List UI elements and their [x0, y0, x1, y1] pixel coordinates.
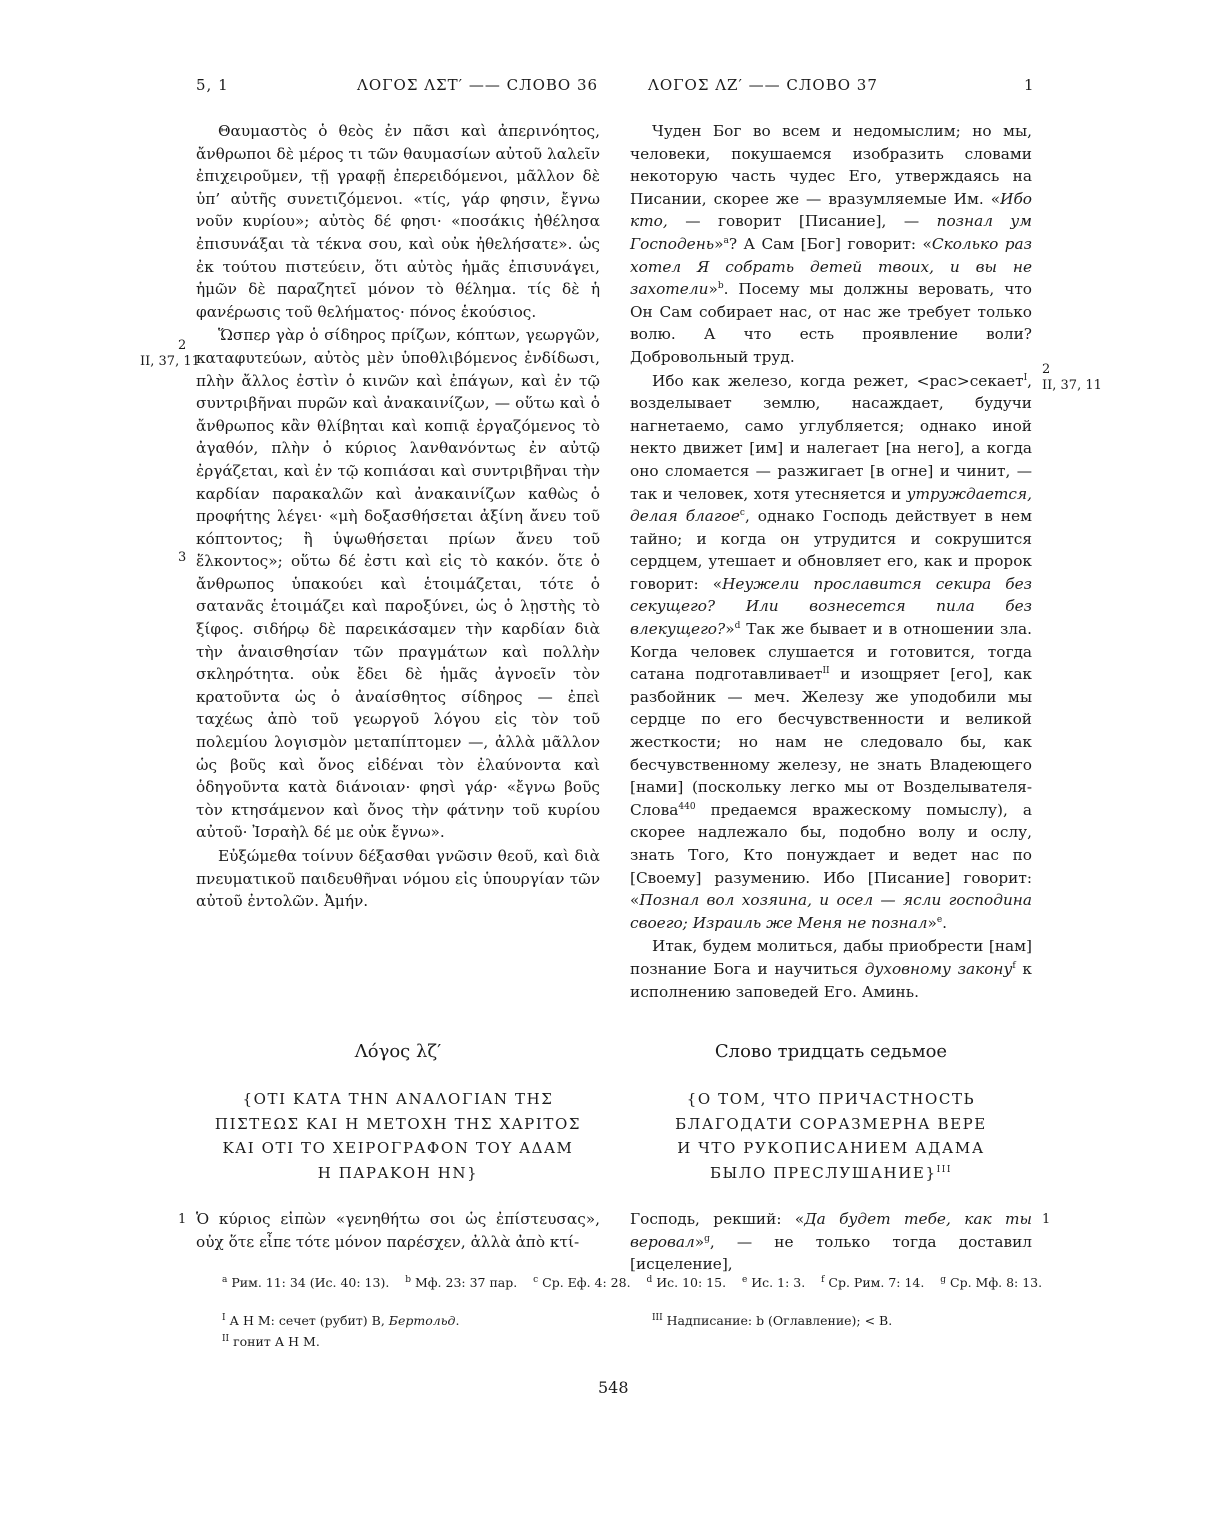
- greek-column: [196, 120, 600, 913]
- russian-chapter-subtitle: [630, 1087, 1032, 1185]
- apparatus-sup: II: [222, 1333, 230, 1344]
- russian-quote: Ибо кто,: [630, 189, 1032, 231]
- footnote-sup: b: [405, 1274, 411, 1285]
- russian-text: ? А Сам [Бог] говорит: «: [728, 234, 932, 253]
- apparatus-text: гонит А Н М.: [233, 1334, 320, 1349]
- footnote-text: Ср. Рим. 7: 14.: [828, 1275, 925, 1290]
- apparatus-text: А Н М: сечет (рубит) В,: [229, 1313, 389, 1328]
- footnote-marker-f: f: [1012, 960, 1016, 971]
- russian-margin-section-1: 1: [1042, 1212, 1051, 1227]
- footnote-text: Рим. 11: 34 (Ис. 40: 13).: [231, 1275, 390, 1290]
- apparatus-note-II: [222, 1334, 320, 1349]
- greek-ch37-column: [196, 1208, 600, 1253]
- apparatus-text: Надписание: b (Оглавление); < В.: [666, 1313, 893, 1328]
- footnote-a: [222, 1275, 389, 1290]
- russian-margin-section-2: 2: [1042, 362, 1051, 377]
- greek-subtitle-line: Η ΠΑΡΑΚΟΗ ΗΝ}: [317, 1163, 479, 1182]
- russian-ch37-column: [630, 1208, 1032, 1276]
- russian-text: предаемся вражескому помыслу), а скорее надлежало бы, подобно волу и ослу, знать Того, Кто понуждает и ведет нас по [Своему] разумению. Ибо [Писание] говорит: «: [630, 800, 1032, 910]
- footnote-marker-d: d: [734, 620, 741, 631]
- russian-text: Ибо как железо, когда режет, <рас>секает: [652, 371, 1024, 390]
- greek-paragraph-1: Θαυμαστὸς ὁ θεὸς ἐν πᾶσι καὶ ἀπερινόητος, ἄνθρωποι δὲ μέρος τι τῶν θαυμασίων αὐτοῦ λαλεῖν ἐπιχειροῦμεν, τῇ γραφῇ ἐπερειδόμενοι, μᾶλλον δὲ ὑπ’ αὐτῆς συνετιζόμενοι. «τίς, γάρ φησιν, ἔγνω νοῦν κυρίου»; αὐτὸς δέ φησι· «ποσάκις ἠθέλησα ἐπισυνάξαι τὰ τέκνα σου, καὶ οὐκ ἠθελήσατε». ὡς ἐκ τούτου πιστεύειν, ὅτι αὐτὸς ἡμᾶς ἐπισυνάγει, ἡμῶν δὲ παραζητεῖ μόνον τὸ θέλημα. τίς δὲ ἡ φανέρωσις τοῦ θελήματος· πόνος ἑκούσιος.: [196, 122, 600, 321]
- russian-paragraph-1: [630, 120, 1032, 369]
- greek-margin-ref-2: II, 37, 11: [140, 354, 200, 369]
- russian-text: , — не только тогда доставил [исцеление],: [630, 1232, 1032, 1274]
- apparatus-sup: I: [222, 1312, 226, 1323]
- footnote-text: Ис. 10: 15.: [656, 1275, 727, 1290]
- russian-text: »: [708, 280, 718, 299]
- russian-quote: утруждается, делая благое: [630, 484, 1032, 526]
- russian-text: .: [942, 913, 948, 932]
- apparatus-note-I: [222, 1313, 459, 1328]
- russian-text: к исполнению заповедей Его. Аминь.: [630, 959, 1032, 1001]
- russian-quote: Сколько раз хотел Я собрать детей твоих, и вы не захотели: [630, 234, 1032, 299]
- russian-paragraph-3: [630, 935, 1032, 1003]
- footnote-marker-c: c: [739, 508, 745, 518]
- russian-text: Итак, будем молиться, дабы приобрести [нам] познание Бога и научиться: [630, 937, 1032, 978]
- russian-text: »: [725, 620, 735, 639]
- footnote-b: [405, 1275, 517, 1290]
- footnote-text: Мф. 23: 37 пар.: [414, 1275, 518, 1290]
- russian-paragraph-2: [630, 370, 1032, 935]
- footnote-c: [533, 1275, 630, 1290]
- footnote-sup: d: [646, 1274, 653, 1285]
- russian-quote: Неужели прославится секира без секущего? Или вознесется пила без влекущего?: [630, 574, 1032, 639]
- russian-text: Господь, рекший: «: [630, 1210, 805, 1228]
- apparatus-marker-III: III: [936, 1164, 953, 1175]
- footnote-d: [646, 1275, 726, 1290]
- footnote-marker-e: e: [936, 914, 943, 925]
- header-ref-right: 1: [1024, 76, 1035, 94]
- footnote-e: [742, 1275, 805, 1290]
- greek-margin-section-3: 3: [178, 550, 187, 565]
- greek-subtitle-line: {ΟΤΙ ΚΑΤΑ ΤΗΝ ΑΝΑΛΟΓΙΑΝ ΤΗΣ: [242, 1090, 554, 1108]
- russian-ch37-paragraph: [630, 1208, 1032, 1276]
- greek-paragraph-2-text: Ὥσπερ γὰρ ὁ σίδηρος πρίζων, κόπτων, γεωργῶν, καταφυτεύων, αὐτὸς μὲν ὑποθλιβόμενος ἐνδίδωσι, πλὴν ἄλλος ἐστὶν ὁ κινῶν καὶ ἐπάγων, καὶ ἐν τῷ συντριβῆναι πυρῶν καὶ ἀνακαινίζων, — οὕτω καὶ ὁ ἄνθρωπος κἂν θλίβηται καὶ κοπιᾷ ἐργαζόμενος τὸ ἀγαθόν, πλὴν ὁ κύριος λανθανόντως ἐν αὐτῷ ἐργάζεται, καὶ ἐν τῷ κοπιάσαι καὶ συντριβῆναι τὴν καρδίαν παρακαλῶν καὶ ἀνακαινίζων καθὼς ὁ προφήτης λέγει· «μὴ δοξασθήσεται ἀξίνη ἄνευ τοῦ κόπτοντος; ἢ ὑψωθήσεται πρίων ἄνευ τοῦ ἕλκοντος»;: [196, 326, 600, 571]
- header-title-left: ΛΟΓΟΣ ΛΣΤ′ —— СЛОВО 36: [357, 76, 599, 94]
- russian-subtitle-line: {О ТОМ, ЧТО ПРИЧАСТНОСТЬ: [686, 1090, 976, 1108]
- footnote-marker-a: a: [723, 235, 729, 246]
- greek-margin-section-1: 1: [178, 1212, 187, 1227]
- apparatus-marker-II: II: [822, 666, 830, 677]
- russian-margin-ref-2: II, 37, 11: [1042, 378, 1102, 393]
- greek-paragraph-3-text: οὕτω δέ ἐστι καὶ εἰς τὸ κακόν. ὅτε ὁ ἄνθρωπος ὑπακούει καὶ ἑτοιμάζεται, τότε ὁ σατανᾶς ἑτοιμάζει καὶ παροξύνει, ὡς ὁ λῃστὴς τὸ ξίφος. σιδήρῳ δὲ παρεικάσαμεν τὴν καρδίαν διὰ τὴν ἀναισθησίαν τῶν πραγμάτων καὶ πολλὴν σκληρότητα. οὐκ ἔδει δὲ ἡμᾶς ἀγνοεῖν τὸν κρατοῦντα ὡς ὁ ἀναίσθητος σίδηρος — ἐπεὶ ταχέως ἀπὸ τοῦ γεωργοῦ λόγου εἰς τὸν τοῦ πολεμίου λογισμὸν μεταπίπτομεν —, ἀλλὰ μᾶλλον ὡς βοῦς καὶ ὄνος εἰδέναι τὸν ἐλαύνοντα καὶ ὁδηγοῦντα κατὰ διάνοιαν· φησὶ γάρ· «ἔγνω βοῦς τὸν κτησάμενον καὶ ὄνος τὴν φάτνην τοῦ κυρίου αὐτοῦ· Ἰσραὴλ δέ με οὐκ ἔγνω».: [196, 552, 600, 842]
- footnote-sup: a: [222, 1274, 228, 1285]
- russian-text: Чуден Бог во всем и недомыслим; но мы, человеки, покушаемся изобразить словами некоторую часть чудес Его, утверждаясь на Писании, скорее же — вразумляемые Им. «: [630, 122, 1032, 208]
- footnote-text: Ср. Мф. 8: 13.: [950, 1275, 1043, 1290]
- apparatus-note-III: [652, 1313, 892, 1328]
- russian-subtitle-line: [630, 1161, 1032, 1186]
- russian-text: , однако Господь действует в нем тайно; и когда он утрудится и сокрушится сердцем, утешает и обновляет его, как и пророк говорит: «: [630, 507, 1033, 593]
- note-marker-440: 440: [678, 801, 696, 812]
- footnote-marker-g: g: [704, 1233, 710, 1244]
- russian-text: — говорит [Писание], —: [667, 212, 937, 231]
- greek-chapter-subtitle: [196, 1087, 600, 1185]
- apparatus-italic: Бертольд: [388, 1313, 456, 1328]
- russian-text: и изощряет [его], как разбойник — меч. Железу же уподобили мы сердце по его бесчувственности и великой жесткости; но нам не следовало бы, как бесчувственному железу, не знать Владеющего [нами] (поскольку легко мы от Возделывателя-Слова: [630, 665, 1032, 819]
- russian-text: »: [714, 234, 724, 253]
- header-title-right: ΛΟΓΟΣ ΛΖ′ —— СЛОВО 37: [648, 76, 878, 94]
- footnote-text: Ис. 1: 3.: [751, 1275, 806, 1290]
- scripture-footnotes: [222, 1275, 1042, 1290]
- russian-text: . Посему мы должны веровать, что Он Сам собирает нас, от нас же требует только волю. А что есть проявление воли? Добровольный труд.: [630, 280, 1032, 366]
- footnote-text: Ср. Еф. 4: 28.: [542, 1275, 631, 1290]
- apparatus-text: .: [455, 1313, 460, 1328]
- footnote-sup: e: [741, 1274, 748, 1285]
- page-number: 548: [598, 1378, 629, 1397]
- russian-text: , возделывает землю, насаждает, будучи нагнетаемо, само углубляется; однако иной некто движет [им] и налегает [на него], а когда оно сломается — разжигает [в огне] и чинит, — так и человек, хотя утесняется и: [630, 371, 1032, 503]
- russian-subtitle-line: И ЧТО РУКОПИСАНИЕМ АДАМА: [677, 1139, 985, 1157]
- footnote-sup: c: [533, 1274, 539, 1285]
- russian-quote: Да будет тебе, как ты веровал: [630, 1210, 1032, 1251]
- apparatus-marker-I: I: [1023, 372, 1028, 383]
- russian-column: [630, 120, 1032, 1003]
- footnote-f: [821, 1275, 924, 1290]
- header-ref-left: 5, 1: [196, 76, 229, 94]
- greek-ch37-paragraph: Ὁ κύριος εἰπὼν «γενηθήτω σοι ὡς ἐπίστευσας», οὐχ ὅτε εἶπε τότε μόνον παρέσχεν, ἀλλὰ ἀπὸ κτί-: [196, 1210, 600, 1251]
- russian-text: Так же бывает и в отношении зла. Когда человек слушается и готовится, тогда сатана подготавливает: [630, 620, 1032, 684]
- apparatus-sup: III: [652, 1312, 663, 1323]
- greek-paragraph-4: Εὐξώμεθα τοίνυν δέξασθαι γνῶσιν θεοῦ, καὶ διὰ πνευματικοῦ παιδευθῆναι νόμου εἰς ὑπουργίαν τῶν αὐτοῦ ἐντολῶν. Ἀμήν.: [196, 847, 600, 911]
- russian-quote: Познал вол хозяина, и осел — ясли господина своего; Израиль же Меня не познал: [630, 891, 1032, 932]
- greek-subtitle-line: ΚΑΙ ΟΤΙ ΤΟ ΧΕΙΡΟΓΡΑΦΟΝ ΤΟΥ ΑΔΑΜ: [222, 1139, 574, 1157]
- russian-text: »: [927, 913, 937, 932]
- russian-quote: познал ум Господень: [630, 212, 1032, 253]
- russian-subtitle-text: БЫЛО ПРЕСЛУШАНИЕ}: [709, 1163, 937, 1182]
- russian-quote: духовному закону: [864, 959, 1013, 978]
- footnote-sup: f: [821, 1274, 825, 1285]
- greek-paragraph-2: [196, 324, 600, 844]
- greek-subtitle-line: ΠΙΣΤΕΩΣ ΚΑΙ Η ΜΕΤΟΧΗ ΤΗΣ ΧΑΡΙΤΟΣ: [214, 1114, 582, 1133]
- footnote-marker-b: b: [717, 281, 724, 292]
- russian-chapter-title: Слово тридцать седьмое: [714, 1041, 948, 1062]
- russian-subtitle-line: БЛАГОДАТИ СОРАЗМЕРНА ВЕРЕ: [675, 1114, 987, 1133]
- russian-text: »: [694, 1232, 705, 1251]
- greek-chapter-title: Λόγος λζ′: [354, 1041, 442, 1062]
- greek-margin-section-2: 2: [178, 338, 187, 353]
- footnote-sup: g: [940, 1274, 947, 1285]
- footnote-g: [940, 1275, 1042, 1290]
